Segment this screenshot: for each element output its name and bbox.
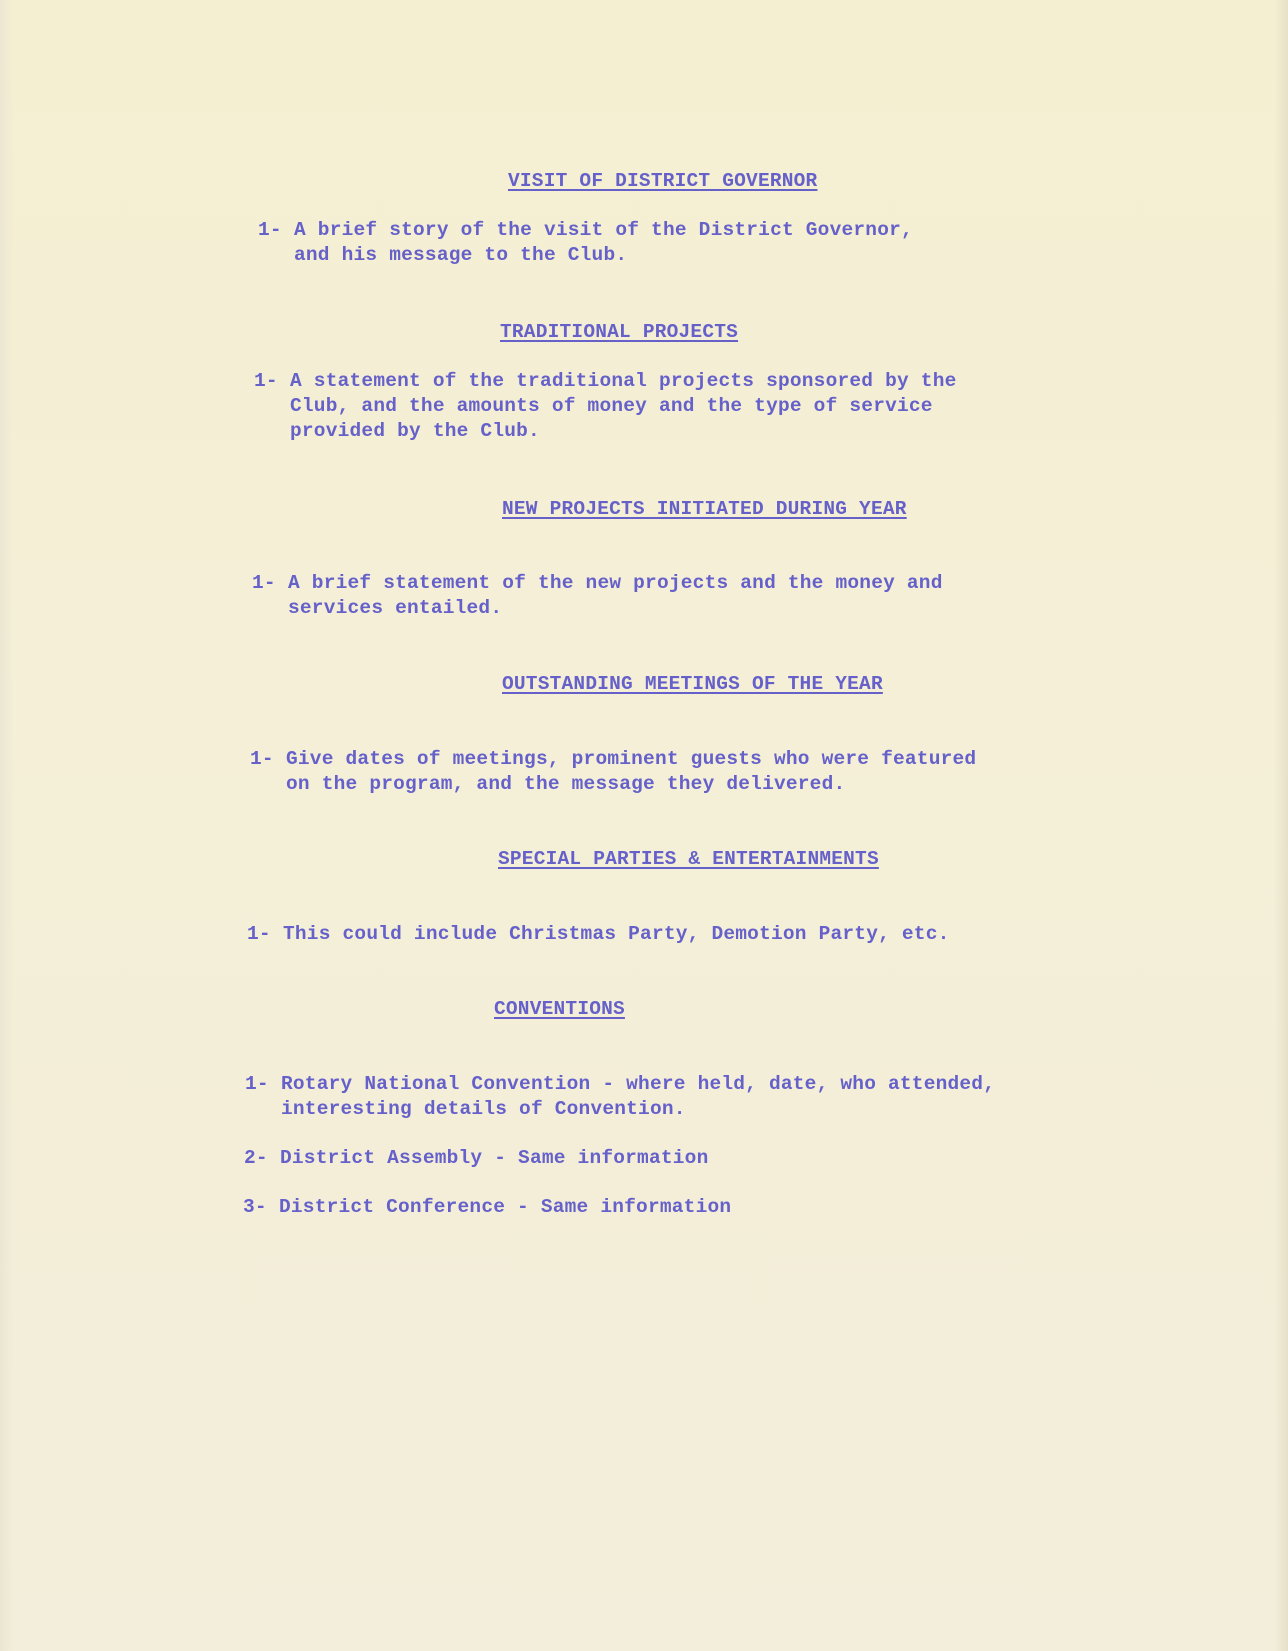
list-item xyxy=(254,369,957,444)
list-item xyxy=(243,1195,731,1220)
item-text-line: provided by the Club. xyxy=(290,420,540,442)
item-text-line: A statement of the traditional projects sponsored by the xyxy=(290,370,957,392)
list-item xyxy=(258,218,913,268)
item-text-line: services entailed. xyxy=(288,597,503,619)
item-text-line: Give dates of meetings, prominent guests who were featured xyxy=(286,748,977,770)
section-heading-traditional-projects: TRADITIONAL PROJECTS xyxy=(500,321,739,343)
section-heading-visit-of-district-governor: VISIT OF DISTRICT GOVERNOR xyxy=(508,170,818,192)
item-text-line: A brief statement of the new projects and the money and xyxy=(288,572,943,594)
item-text-line: This could include Christmas Party, Demotion Party, etc. xyxy=(283,923,950,945)
list-item xyxy=(252,571,943,621)
list-item xyxy=(244,1146,708,1171)
item-text-line: District Assembly - Same information xyxy=(280,1147,709,1169)
list-item xyxy=(250,747,976,797)
section-heading-conventions: CONVENTIONS xyxy=(494,998,625,1020)
item-number: 1- xyxy=(254,370,278,392)
item-text-line: and his message to the Club. xyxy=(294,244,628,266)
item-text-line: Club, and the amounts of money and the type of service xyxy=(290,395,933,417)
item-number: 1- xyxy=(245,1073,269,1095)
item-number: 2- xyxy=(244,1147,268,1169)
item-text-line: District Conference - Same information xyxy=(279,1196,732,1218)
section-heading-new-projects: NEW PROJECTS INITIATED DURING YEAR xyxy=(502,498,907,520)
section-heading-outstanding-meetings: OUTSTANDING MEETINGS OF THE YEAR xyxy=(502,673,883,695)
list-item xyxy=(245,1072,995,1122)
item-number: 1- xyxy=(252,572,276,594)
item-number: 3- xyxy=(243,1196,267,1218)
item-text-line: interesting details of Convention. xyxy=(281,1098,686,1120)
list-item xyxy=(247,922,950,947)
item-number: 1- xyxy=(258,219,282,241)
item-number: 1- xyxy=(250,748,274,770)
section-heading-special-parties: SPECIAL PARTIES & ENTERTAINMENTS xyxy=(498,848,879,870)
item-text-line: A brief story of the visit of the District Governor, xyxy=(294,219,913,241)
item-text-line: Rotary National Convention - where held, date, who attended, xyxy=(281,1073,996,1095)
item-number: 1- xyxy=(247,923,271,945)
item-text-line: on the program, and the message they delivered. xyxy=(286,773,846,795)
